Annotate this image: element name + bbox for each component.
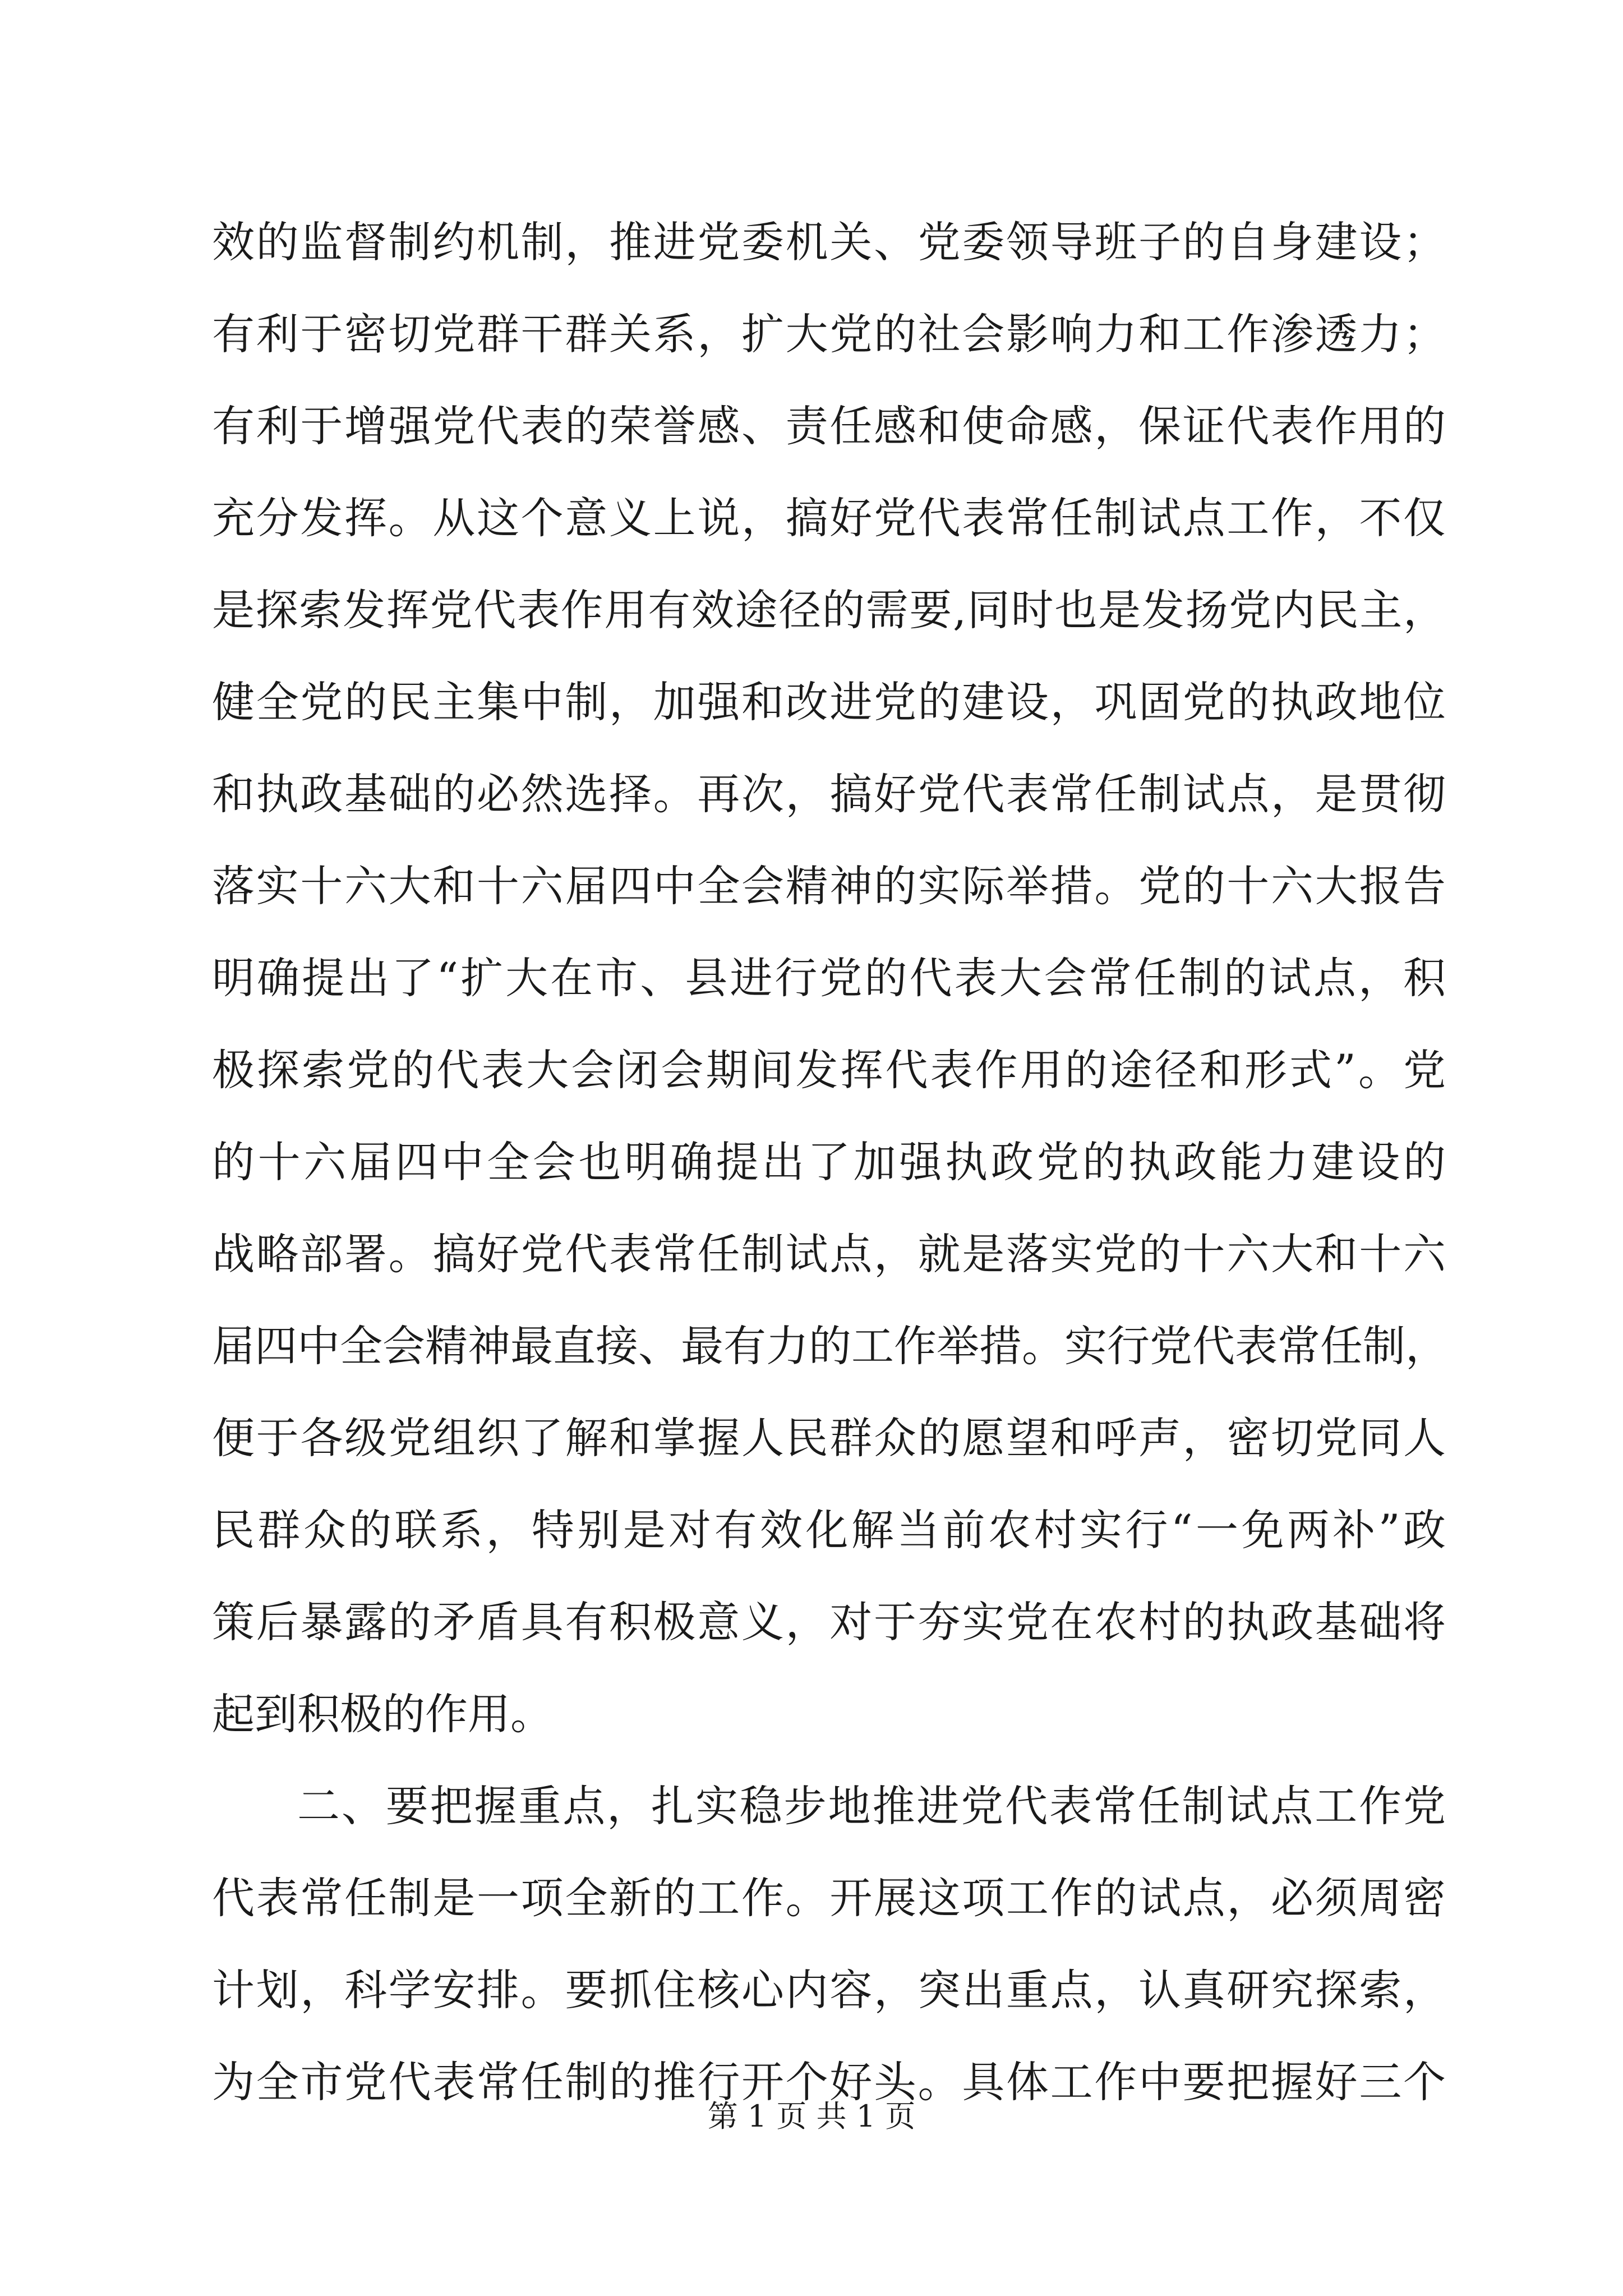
paragraph-2 [212,1760,1446,2128]
text-line: 有利于增强党代表的荣誉感、责任感和使命感，保证代表作用的 [212,401,1446,451]
text-line: 战略部署。搞好党代表常任制试点，就是落实党的十六大和十六 [212,1229,1446,1279]
text-line: 是探索发挥党代表作用有效途径的需要,同时也是发扬党内民主， [212,585,1446,635]
text-line: 充分发挥。从这个意义上说，搞好党代表常任制试点工作，不仅 [212,493,1446,543]
text-line: 届四中全会精神最直接、最有力的工作举措。实行党代表常任制， [212,1321,1448,1371]
text-line: 和执政基础的必然选择。再次，搞好党代表常任制试点，是贯彻 [212,769,1446,819]
text-line: 效的监督制约机制，推进党委机关、党委领导班子的自身建设； [212,217,1446,267]
text-line: 策后暴露的矛盾具有积极意义，对于夯实党在农村的执政基础将 [212,1597,1446,1647]
text-line: 极探索党的代表大会闭会期间发挥代表作用的途径和形式”。党 [212,1045,1446,1095]
text-line: 民群众的联系，特别是对有效化解当前农村实行“一免两补”政 [212,1505,1446,1555]
text-line: 起到积极的作用。 [212,1689,553,1739]
document-body [212,196,1446,2128]
page-number-label: 第 1 页 共 1 页 [707,2099,916,2134]
text-line: 二、要把握重点，扎实稳步地推进党代表常任制试点工作党 [297,1781,1446,1831]
text-line: 代表常任制是一项全新的工作。开展这项工作的试点，必须周密 [212,1873,1446,1923]
page-footer [0,2092,1623,2136]
text-line: 计划，科学安排。要抓住核心内容，突出重点，认真研究探索， [212,1965,1446,2015]
text-line: 为全市党代表常任制的推行开个好头。具体工作中要把握好三个 [212,2057,1446,2107]
text-line: 便于各级党组织了解和掌握人民群众的愿望和呼声，密切党同人 [212,1413,1446,1463]
text-line: 落实十六大和十六届四中全会精神的实际举措。党的十六大报告 [212,861,1446,911]
text-line: 的十六届四中全会也明确提出了加强执政党的执政能力建设的 [212,1137,1446,1187]
paragraph-1 [212,196,1446,1760]
text-line: 明确提出了“扩大在市、县进行党的代表大会常任制的试点，积 [212,953,1446,1003]
text-line: 有利于密切党群干群关系，扩大党的社会影响力和工作渗透力； [212,309,1446,359]
text-line: 健全党的民主集中制，加强和改进党的建设，巩固党的执政地位 [212,677,1446,727]
